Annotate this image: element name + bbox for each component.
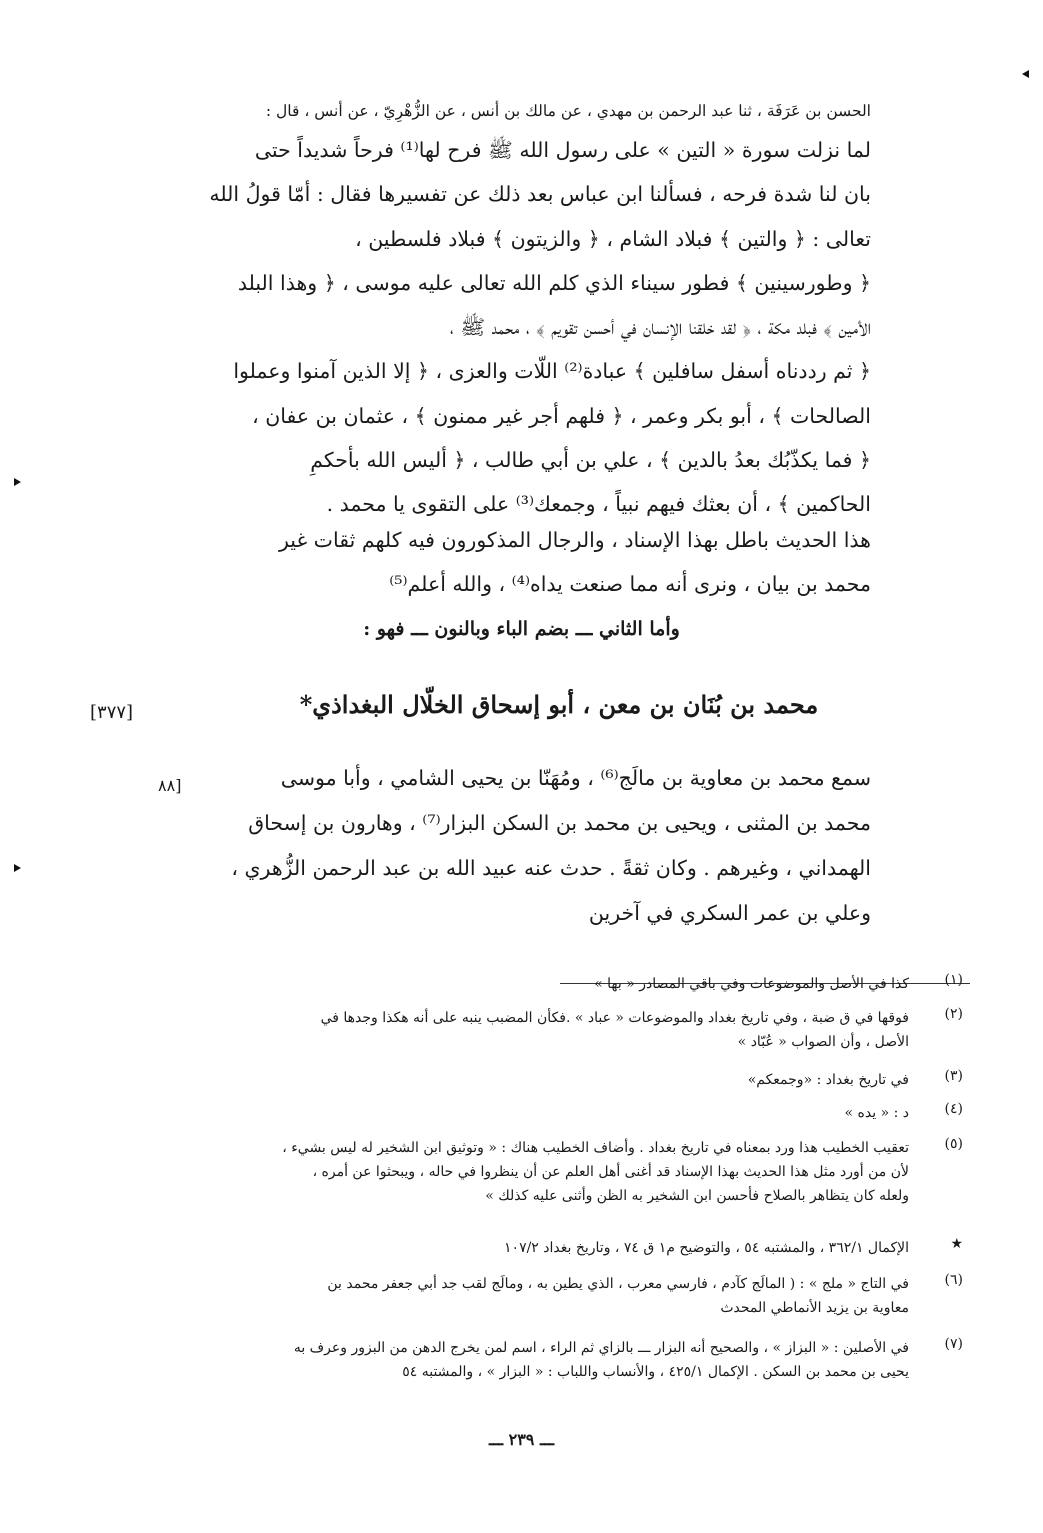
- scan-marker-icon: [14, 478, 21, 486]
- footnote-text: [150, 1068, 909, 1092]
- footnote-text: [150, 1272, 909, 1320]
- footnote: [150, 1236, 963, 1260]
- footnote-line: الإكمال ٣٦٢/١ ، والمشتبه ٥٤ ، والتوضيح م١ ق ٧٤ ، وتاريخ بغداد ١٠٧/٢: [504, 1240, 909, 1256]
- biography-text: [160, 756, 871, 936]
- commentary-line: محمد بن بيان ، ونرى أنه مما صنعت يداه⁽⁴⁾ ، والله أعلم⁽⁵⁾: [389, 572, 871, 596]
- hadith-line: ﴿ فما يكذّبُك بعدُ بالدين ﴾ ، علي بن أبي طالب ، ﴿ أليس الله بأحكمِ: [310, 448, 871, 473]
- hadith-line: ﴿ وطورسينين ﴾ فطور سيناء الذي كلم الله تعالى عليه موسى ، ﴿ وهذا البلد: [237, 270, 871, 295]
- entry-heading: محمد بن بُنَان بن معن ، أبو إسحاق الخلّال البغداذي*: [299, 690, 819, 719]
- footnote: [150, 1136, 963, 1208]
- footnote-line: تعقيب الخطيب هذا ورد بمعناه في تاريخ بغداد . وأضاف الخطيب هناك : « وتوثيق ابن الشخير له ليس بشيء ،: [282, 1140, 909, 1156]
- footnote-text: [150, 1136, 909, 1208]
- page-number: ـــ ٢٣٩ ـــ: [488, 1430, 555, 1449]
- footnote-star: ★: [950, 1236, 963, 1252]
- footnote: [150, 1006, 963, 1054]
- hadith-line: تعالى : ﴿ والتين ﴾ فبلاد الشام ، ﴿ والزيتون ﴾ فبلاد فلسطين ،: [355, 226, 871, 251]
- footnote-line: كذا في الأصل والموضوعات وفي باقي المصادر « بها »: [594, 976, 909, 992]
- footnote: [150, 1272, 963, 1320]
- footnote-text: [150, 972, 909, 996]
- footnote-line: في التاج « ملج » : ( المالَج كآدم ، فارسي معرب ، الذي يطين به ، ومالَج لقب جد أبي جعفر محمد بن: [327, 1276, 909, 1292]
- footnote-line: معاوية بن يزيد الأنماطي المحدث: [720, 1300, 909, 1316]
- footnote: [150, 972, 963, 996]
- author-commentary: [160, 518, 871, 606]
- biography-line: محمد بن المثنى ، ويحيى بن محمد بن السكن البزار⁽⁷⁾ ، وهارون بن إسحاق: [248, 811, 871, 835]
- footnote-text: [150, 1101, 909, 1125]
- commentary-line: هذا الحديث باطل بهذا الإسناد ، والرجال المذكورون فيه كلهم ثقات غير: [278, 528, 871, 552]
- footnote-number: (٧): [944, 1336, 963, 1352]
- footnote-number: (٢): [944, 1006, 963, 1022]
- footnote-number: (١): [944, 972, 963, 988]
- hadith-line: الصالحات ﴾ ، أبو بكر وعمر ، ﴿ فلهم أجر غير ممنون ﴾ ، عثمان بن عفان ،: [252, 403, 871, 428]
- isnad-line: [160, 96, 871, 126]
- footnote-line: الأصل ، وأن الصواب « عُبّاد »: [737, 1034, 909, 1050]
- hadith-line: الأمين ﴾ فبلد مكة ، ﴿ لقد خلقنا الإنسان في أحسن تقويم ﴾ ، محمد ﷺ ،: [449, 315, 871, 340]
- hadith-line: بان لنا شدة فرحه ، فسألنا ابن عباس بعد ذلك عن تفسيرها فقال : أمّا قولُ الله: [209, 182, 871, 207]
- scan-marker-icon: [1022, 70, 1029, 78]
- footnote-line: ولعله كان يتظاهر بالصلاح فأحسن ابن الشخير به الظن وأثنى عليه كذلك »: [485, 1188, 909, 1204]
- footnote-line: فوقها في ق ضبة ، وفي تاريخ بغداد والموضوعات « عباد » .فكأن المضبب ينبه على أنه هكذا وجدها في: [320, 1010, 909, 1026]
- isnad-text: الحسن بن عَرَفَة ، ثنا عبد الرحمن بن مهدي ، عن مالك بن أنس ، عن الزُّهْرِيّ ، عن أنس ، قال :: [265, 102, 871, 120]
- hadith-line: ﴿ ثم رددناه أسفل سافلين ﴾ عبادة⁽²⁾ اللّات والعزى ، ﴿ إلا الذين آمنوا وعملوا: [233, 359, 871, 384]
- footnote-line: في تاريخ بغداد : «وجمعكم»: [747, 1072, 909, 1088]
- footnote-line: يحيى بن محمد بن السكن . الإكمال ٤٢٥/١ ، والأنساب واللباب : « البزار » ، والمشتبه ٥٤: [402, 1364, 909, 1380]
- scan-marker-icon: [14, 864, 21, 872]
- footnote-number: (٦): [944, 1272, 963, 1288]
- footnote-number: (٤): [944, 1101, 963, 1117]
- biography-line: وعلي بن عمر السكري في آخرين: [588, 901, 871, 925]
- hadith-line: لما نزلت سورة « التين » على رسول الله ﷺ فرح لها⁽¹⁾ فرحاً شديداً حتى: [254, 138, 871, 162]
- footnote-line: د : « يده »: [844, 1105, 909, 1121]
- margin-reference: [٨٨: [158, 776, 182, 795]
- footnote-text: [150, 1236, 909, 1260]
- footnote-number: (٣): [944, 1068, 963, 1084]
- section-transition: وأما الثاني ـــ بضم الباء وبالنون ـــ فهو :: [363, 618, 680, 640]
- hadith-text: [160, 128, 871, 527]
- footnote: [150, 1336, 963, 1384]
- footnote: [150, 1101, 963, 1125]
- footnote-line: في الأصلين : « البزاز » ، والصحيح أنه البزار ـــ بالزاي ثم الراء ، اسم لمن يخرج الدهن من البزور وعرف به: [293, 1340, 909, 1356]
- entry-number: [٣٧٧]: [90, 702, 134, 723]
- footnote-number: (٥): [944, 1136, 963, 1152]
- footnote-text: [150, 1006, 909, 1054]
- biography-line: سمع محمد بن معاوية بن مالَج⁽⁶⁾ ، ومُهَنّا بن يحيى الشامي ، وأبا موسى: [280, 766, 871, 790]
- footnote: [150, 1068, 963, 1092]
- footnote-line: لأن من أورد مثل هذا الحديث بهذا الإسناد قد أغنى أهل العلم عن أن ينظروا في حاله ، ويبحثوا عن أمره ،: [312, 1164, 909, 1180]
- hadith-line: الحاكمين ﴾ ، أن بعثك فيهم نبياً ، وجمعك⁽³⁾ على التقوى يا محمد .: [326, 492, 871, 517]
- biography-line: الهمداني ، وغيرهم . وكان ثقةً . حدث عنه عبيد الله بن عبد الرحمن الزُّهري ،: [231, 856, 871, 880]
- footnote-text: [150, 1336, 909, 1384]
